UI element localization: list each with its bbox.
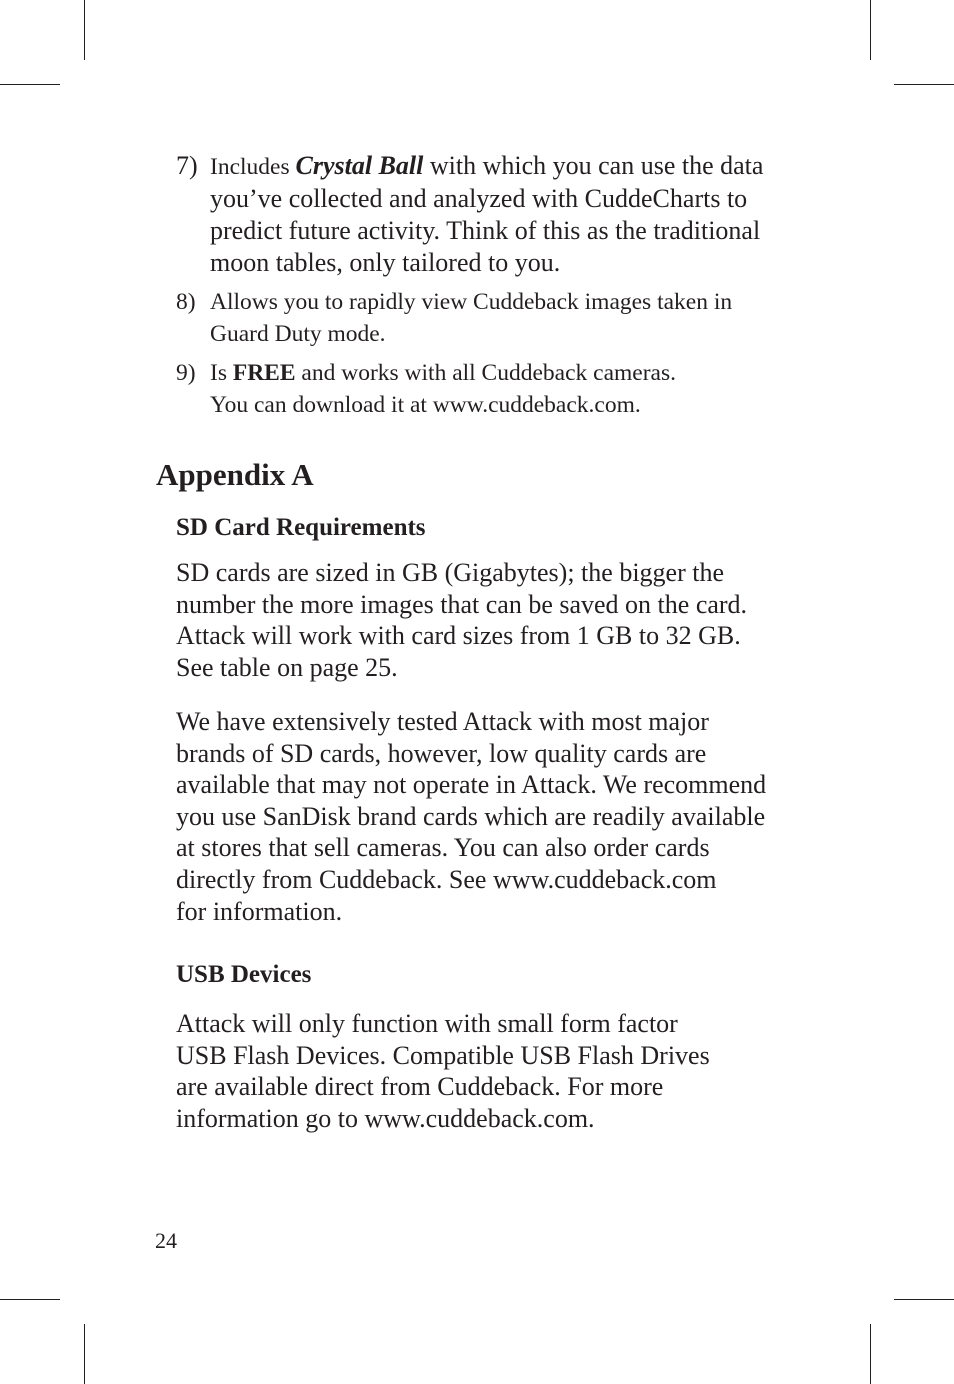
list-number: 8)	[176, 289, 196, 315]
list-number: 7)	[176, 151, 198, 180]
paragraph-line: USB Flash Devices. Compatible USB Flash Drives	[176, 1040, 710, 1070]
list-item	[176, 357, 816, 421]
crop-mark	[870, 1324, 871, 1384]
list-item	[176, 286, 816, 350]
product-name: Crystal Ball	[295, 151, 424, 180]
paragraph-line: available that may not operate in Attack. We recommend	[176, 770, 767, 800]
sd-card-paragraph-1	[176, 557, 816, 683]
usb-devices-heading: USB Devices	[176, 961, 312, 988]
paragraph-line: Attack will only function with small form factor	[176, 1009, 678, 1038]
list-item	[176, 150, 816, 279]
paragraph-line: information go to www.cuddeback.com.	[176, 1103, 595, 1133]
paragraph-line: SD cards are sized in GB (Gigabytes); the bigger the	[176, 558, 725, 587]
page-number: 24	[155, 1228, 177, 1253]
list-line: Allows you to rapidly view Cuddeback images taken in	[210, 289, 733, 315]
paragraph-line: See table on page 25.	[176, 652, 398, 682]
list-line: you’ve collected and analyzed with CuddeCharts to	[210, 184, 748, 213]
crop-mark	[894, 1299, 954, 1300]
crop-mark	[0, 84, 60, 85]
crop-mark	[870, 0, 871, 60]
list-line: predict future activity. Think of this as the traditional	[210, 216, 761, 245]
list-number: 9)	[176, 360, 196, 386]
paragraph-line: for information.	[176, 896, 343, 926]
paragraph-line: directly from Cuddeback. See www.cuddeback.com	[176, 864, 717, 894]
crop-mark	[84, 0, 85, 60]
paragraph-line: brands of SD cards, however, low quality cards are	[176, 738, 707, 768]
paragraph-line: you use SanDisk brand cards which are readily available	[176, 801, 766, 831]
list-line: moon tables, only tailored to you.	[210, 248, 561, 277]
paragraph-line: are available direct from Cuddeback. For more	[176, 1072, 664, 1102]
paragraph-line: We have extensively tested Attack with most major	[176, 707, 709, 736]
list-line: Includes Crystal Ball with which you can use the data	[210, 151, 764, 180]
list-line: Guard Duty mode.	[210, 321, 386, 347]
feature-list	[176, 150, 816, 428]
list-line: Is FREE and works with all Cuddeback cameras.	[210, 360, 676, 386]
list-line: You can download it at www.cuddeback.com.	[210, 392, 641, 418]
paragraph-line: Attack will work with card sizes from 1 GB to 32 GB.	[176, 621, 741, 651]
usb-devices-paragraph	[176, 1008, 816, 1134]
sd-card-paragraph-2	[176, 706, 816, 927]
sd-card-heading: SD Card Requirements	[176, 514, 426, 541]
crop-mark	[894, 84, 954, 85]
crop-mark	[0, 1299, 60, 1300]
paragraph-line: at stores that sell cameras. You can also order cards	[176, 833, 710, 863]
appendix-title: Appendix A	[156, 457, 314, 492]
free-emphasis: FREE	[232, 360, 296, 386]
paragraph-line: number the more images that can be saved on the card.	[176, 589, 748, 619]
crop-mark	[84, 1324, 85, 1384]
